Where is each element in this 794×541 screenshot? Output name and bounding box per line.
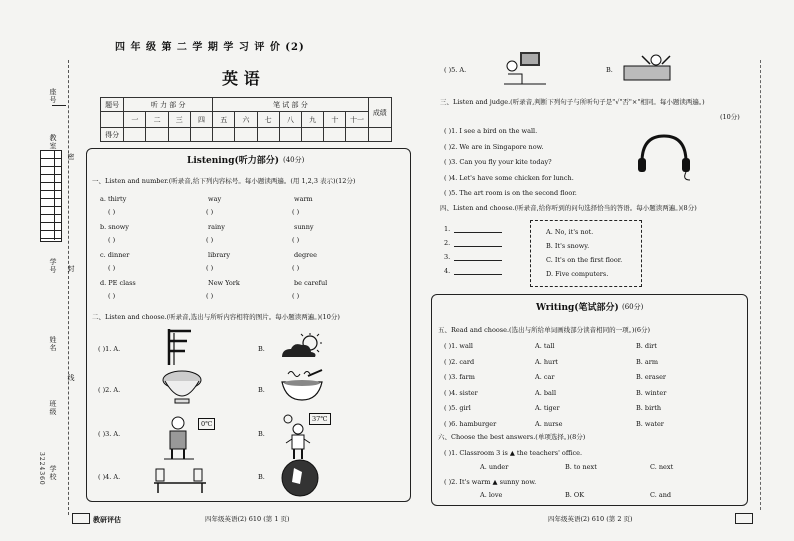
seat-grid: [40, 150, 62, 242]
s2-q5-b: B.: [606, 66, 613, 74]
s1-word: d. PE class: [100, 279, 136, 287]
s5-cell: ( )4. sister: [444, 388, 478, 397]
sports-ball-icon: [280, 458, 320, 498]
soup-bowl-icon: [278, 368, 326, 404]
s4-number: 2.: [444, 239, 451, 247]
listening-section: [86, 148, 411, 502]
s1-blank: ( ): [292, 264, 300, 272]
score-label-total: 成绩: [368, 98, 391, 128]
label-name: 姓名: [49, 336, 57, 352]
s5-cell: B. water: [636, 419, 664, 428]
writing-header: Writing(笔试部分): [536, 303, 619, 313]
score-number: 八: [279, 112, 301, 128]
score-label-writing: 笔 试 部 分: [213, 98, 369, 112]
page-title: 四 年 级 第 二 学 期 学 习 评 价 (2): [115, 42, 305, 53]
sun-cloud-icon: [278, 333, 328, 363]
s1-blank: ( ): [292, 292, 300, 300]
computer-person-icon: [500, 50, 550, 86]
binding-margin: [0, 0, 80, 541]
s2-question: ( )3. A.: [98, 430, 121, 438]
s5-cell: B. birth: [636, 404, 662, 412]
cold-person-icon: [162, 413, 202, 463]
s1-blank: ( ): [292, 236, 300, 244]
label-class: 班级: [49, 400, 57, 416]
s1-word: library: [208, 251, 231, 259]
label-zuohao: 座号: [49, 88, 57, 104]
s2-question: ( )2. A.: [98, 386, 121, 394]
s5-cell: A. car: [535, 373, 555, 381]
s4-number: 4.: [444, 267, 451, 275]
section4-title: 四、Listen and choose.(听录音,给你听到的问句选择恰当的答语。每小题读两遍。)(8分): [440, 204, 697, 212]
score-number: 三: [168, 112, 190, 128]
s5-cell: ( )5. girl: [444, 404, 471, 412]
s4-answer-line: [454, 232, 502, 233]
s1-word: degree: [294, 251, 317, 259]
s1-word: b. snowy: [100, 223, 129, 231]
footer-box-left: [72, 513, 90, 524]
section1-title: 一、Listen and number.(听录音,给下列内容标号。每小题读两遍。(用 1,2,3 表示)(12分): [92, 177, 356, 185]
s4-answer: C. It's on the first floor.: [546, 256, 623, 264]
s2-question: ( )1. A.: [98, 345, 121, 353]
s2-option-b: B.: [258, 473, 265, 481]
score-label-tihao: 题号: [101, 98, 124, 112]
score-number: 七: [257, 112, 279, 128]
s1-word: warm: [294, 195, 313, 203]
score-table: [100, 97, 392, 142]
s6-q2-opt-a: A. love: [480, 491, 503, 499]
s6-q2: ( )2. It's warm ▲ sunny now.: [444, 478, 537, 486]
s2-option-b: B.: [258, 345, 265, 353]
label-code: 3224360: [38, 452, 45, 486]
s5-cell: A. tall: [535, 342, 555, 350]
footer-right-page: 四年级英语(2) 610 (第 2 页): [548, 515, 633, 523]
s3-item: ( )5. The art room is on the second floor.: [444, 189, 577, 197]
s5-cell: ( )2. card: [444, 357, 475, 366]
label-mi: 密: [67, 153, 75, 161]
s3-item: ( )1. I see a bird on the wall.: [444, 127, 538, 135]
s1-word: New York: [208, 279, 240, 287]
s1-blank: ( ): [108, 208, 116, 216]
section3-title: 三、Listen and judge.(听录音,判断下列句子与所听句子是"√"否"×"相同。每小题读两遍。): [440, 98, 705, 106]
s5-cell: A. hurt: [535, 357, 558, 366]
s6-q1: ( )1. Classroom 3 is ▲ the teachers' office.: [444, 449, 583, 457]
section5-title: 五、Read and choose.(选出与所给单词画线部分读音相同的一项。)(6分): [438, 326, 651, 334]
right-margin-line: [760, 60, 761, 510]
s4-answer: B. It's snowy.: [546, 242, 590, 250]
label-school: 学校: [49, 465, 57, 481]
listening-score: (40分): [283, 156, 305, 164]
subject-title: 英 语: [222, 69, 260, 88]
s5-cell: B. winter: [636, 388, 667, 397]
s4-answer: A. No, it's not.: [546, 228, 594, 236]
s1-word: be careful: [294, 279, 328, 287]
s4-number: 3.: [444, 253, 451, 261]
s1-word: rainy: [208, 223, 225, 231]
label-xian: 线: [67, 374, 75, 382]
score-label-listening: 听 力 部 分: [124, 98, 213, 112]
temp-label-b: 37℃: [309, 413, 331, 425]
s2-q5: ( )5. A.: [444, 66, 467, 74]
s3-item: ( )3. Can you fly your kite today?: [444, 158, 552, 166]
s5-cell: A. nurse: [535, 419, 563, 428]
label-jiaoshi: 教室: [49, 134, 57, 150]
s1-word: a. thirty: [100, 195, 127, 203]
s5-cell: A. tiger: [535, 404, 560, 412]
section3-score: (10分): [720, 113, 740, 121]
s1-blank: ( ): [206, 236, 214, 244]
bed-person-icon: [620, 50, 676, 86]
label-xuehao: 学号: [49, 258, 57, 274]
s4-answer-line: [454, 274, 502, 275]
s6-q1-opt-b: B. to next: [565, 463, 597, 471]
score-number: 十一: [346, 112, 368, 128]
section2-title: 二、Listen and choose.(听录音,选出与所听内容相符的图片。每小题读两遍。)(10分): [92, 313, 340, 321]
s2-question: ( )4. A.: [98, 473, 121, 481]
s4-number: 1.: [444, 225, 451, 233]
s5-cell: ( )1. wall: [444, 342, 474, 350]
s1-blank: ( ): [206, 292, 214, 300]
rice-bowl-icon: [160, 368, 205, 406]
score-number: 十: [324, 112, 346, 128]
s5-cell: B. eraser: [636, 373, 667, 381]
temp-label-a: 0℃: [198, 418, 215, 430]
listening-header: Listening(听力部分): [187, 156, 280, 166]
score-number: 五: [213, 112, 235, 128]
score-number: 四: [190, 112, 212, 128]
s6-q2-opt-b: B. OK: [565, 491, 585, 499]
s1-blank: ( ): [206, 264, 214, 272]
s2-option-b: B.: [258, 430, 265, 438]
s1-word: way: [208, 195, 222, 203]
s6-q2-opt-c: C. and: [650, 491, 672, 499]
desk-icon: [150, 463, 210, 495]
s4-answer-line: [454, 260, 502, 261]
footer-left-page: 四年级英语(2) 610 (第 1 页): [205, 515, 290, 523]
section6-title: 六、Choose the best answers.(单项选择。)(8分): [438, 433, 586, 441]
s5-cell: ( )6. hamburger: [444, 419, 497, 428]
score-number: 一: [124, 112, 146, 128]
s2-option-b: B.: [258, 386, 265, 394]
s1-word: sunny: [294, 223, 314, 231]
s5-cell: B. arm: [636, 357, 659, 366]
s1-word: c. dinner: [100, 251, 130, 259]
s1-blank: ( ): [108, 264, 116, 272]
s1-blank: ( ): [108, 236, 116, 244]
footer-left-label: 教研评估: [93, 515, 121, 524]
writing-score: (60分): [622, 303, 644, 311]
letter-f-icon: [165, 327, 195, 367]
s5-cell: B. dirt: [636, 342, 657, 350]
s5-cell: ( )3. farm: [444, 373, 475, 381]
s1-blank: ( ): [108, 292, 116, 300]
s4-answer: D. Five computers.: [546, 270, 609, 278]
label-feng: 封: [67, 265, 75, 273]
s5-cell: A. ball: [535, 388, 557, 397]
s6-q1-opt-c: C. next: [650, 463, 674, 471]
score-label-defen: 得分: [101, 128, 124, 142]
s3-item: ( )4. Let's have some chicken for lunch.: [444, 173, 574, 182]
score-number: 二: [146, 112, 168, 128]
footer-box-right: [735, 513, 753, 524]
score-number: 六: [235, 112, 257, 128]
headphones-icon: [632, 132, 692, 182]
s6-q1-opt-a: A. under: [480, 463, 509, 471]
s1-blank: ( ): [206, 208, 214, 216]
s1-blank: ( ): [292, 208, 300, 216]
score-number: 九: [301, 112, 323, 128]
s3-item: ( )2. We are in Singapore now.: [444, 142, 544, 151]
s4-answer-line: [454, 246, 502, 247]
